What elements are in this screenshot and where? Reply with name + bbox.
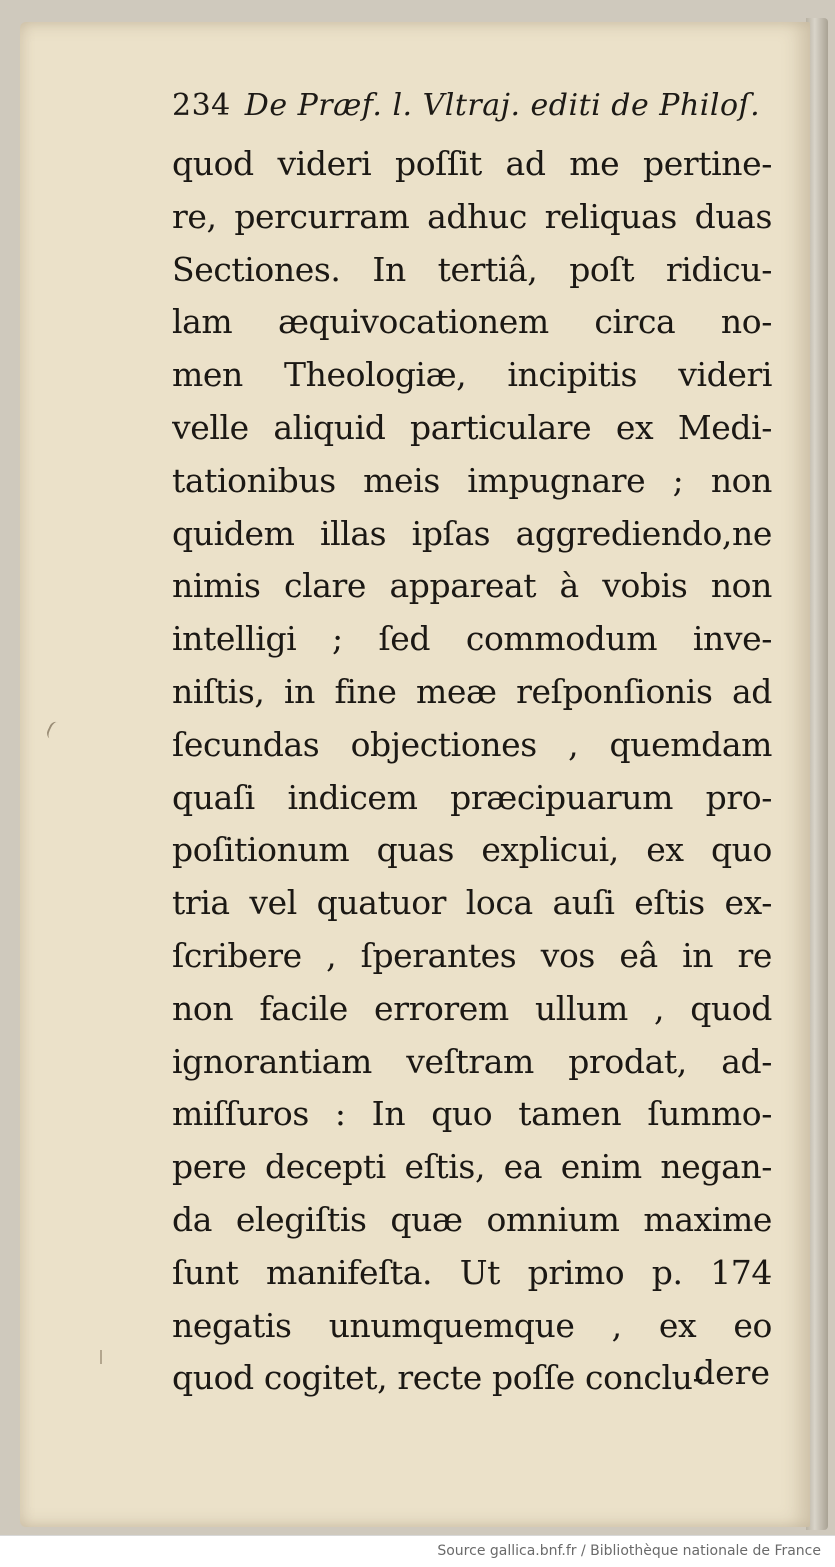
- text-line: tria vel quatuor loca auſi eſtis ex-: [172, 883, 772, 923]
- text-line: tationibus meis impugnare ; non: [172, 460, 772, 500]
- catchword: dere: [694, 1353, 770, 1392]
- text-line: ignorantiam veſtram prodat, ad-: [172, 1041, 772, 1081]
- running-head: [172, 88, 772, 128]
- text-line: men Theologiæ, incipitis videri: [172, 355, 772, 395]
- text-line: quaſi indicem præcipuarum pro-: [172, 777, 772, 817]
- source-credit: Source gallica.bnf.fr / Bibliothèque nationale de France: [437, 1543, 821, 1559]
- text-line: re, percurram adhuc reliquas duas: [172, 196, 772, 236]
- text-line: negatis unumquemque , ex eo: [172, 1305, 772, 1345]
- text-line: quod videri poſſit ad me pertine-: [172, 144, 772, 183]
- text-line: velle aliquid particulare ex Medi-: [172, 407, 772, 447]
- text-line: Sectiones. In tertiâ, poſt ridicu-: [172, 249, 772, 289]
- text-line: non facile errorem ullum , quod: [172, 988, 772, 1028]
- text-line: poſitionum quas explicui, ex quo: [172, 830, 772, 870]
- text-line: ſecundas objectiones , quemdam: [172, 724, 772, 764]
- text-line: ſunt manifeſta. Ut primo p. 174: [172, 1252, 772, 1292]
- body-text: [172, 138, 772, 1405]
- text-line: quidem illas ipſas aggrediendo,ne: [172, 513, 772, 553]
- text-line: miſſuros : In quo tamen ſummo-: [172, 1094, 772, 1134]
- footer: [0, 1535, 835, 1567]
- text-line: quod cogitet, recte poſſe conclu-: [172, 1358, 704, 1398]
- page-number: 234: [172, 88, 231, 123]
- text-line: pere decepti eſtis, ea enim negan-: [172, 1147, 772, 1187]
- running-title: De Præf. l. Vltraj. editi de Philoſ.: [244, 88, 761, 123]
- text-line: da elegiſtis quæ omnium maxime: [172, 1199, 772, 1239]
- text-line: nimis clare appareat à vobis non: [172, 566, 772, 606]
- margin-mark: [100, 1350, 102, 1364]
- text-line: niſtis, in fine meæ reſponſionis ad: [172, 671, 772, 711]
- text-line: lam æquivocationem circa no-: [172, 302, 772, 342]
- text-line: ſcribere , ſperantes vos eâ in re: [172, 935, 772, 975]
- text-line: intelligi ; ſed commodum inve-: [172, 619, 772, 659]
